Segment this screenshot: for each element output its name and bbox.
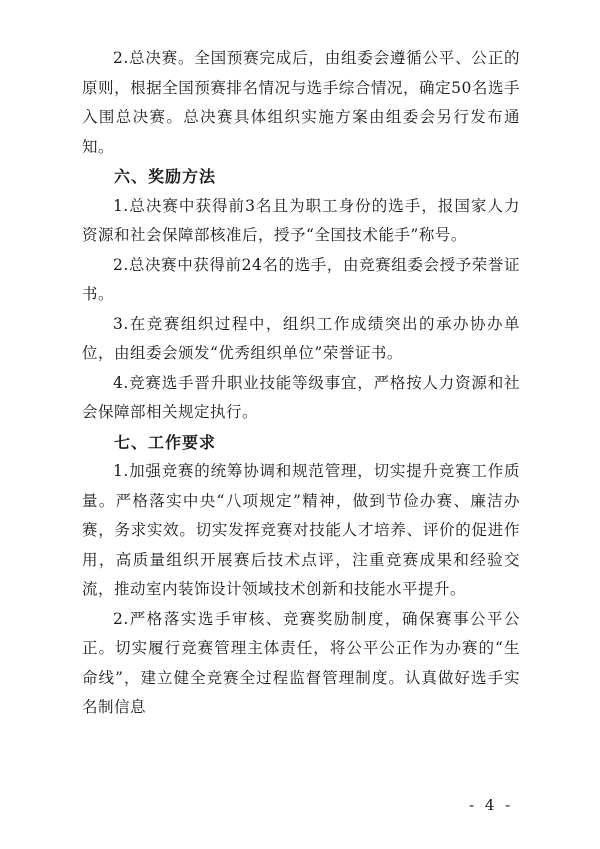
document-body [82,44,520,723]
section-heading-requirements: 七、工作要求 [114,432,217,452]
paragraph-reward-4: 4.竞赛选手晋升职业技能等级事宜，严格按人力资源和社会保障部相关规定执行。 [82,373,520,421]
paragraph-reward-3: 3.在竞赛组织过程中，组织工作成绩突出的承办协办单位，由组委会颁发“优秀组织单位”荣誉证书。 [82,314,520,362]
paragraph-requirement-2: 2.严格落实选手审核、竞赛奖励制度，确保赛事公平公正。切实履行竞赛管理主体责任，将公平公正作为办赛的“生命线”，建立健全竞赛全过程监督管理制度。认真做好选手实名制信息 [82,609,520,716]
page-number: - 4 - [469,796,514,814]
paragraph-reward-2: 2.总决赛中获得前24名的选手，由竞赛组委会授予荣誉证书。 [82,255,520,303]
paragraph-final-competition: 2.总决赛。全国预赛完成后，由组委会遵循公平、公正的原则，根据全国预赛排名情况与选手综合情况，确定50名选手入围总决赛。总决赛具体组织实施方案由组委会另行发布通知。 [82,49,520,156]
paragraph-requirement-1: 1.加强竞赛的统筹协调和规范管理，切实提升竞赛工作质量。严格落实中央“八项规定”精神，做到节俭办赛、廉洁办赛，务求实效。切实发挥竞赛对技能人才培养、评价的促进作用，高质量组织开展赛后技术点评，注重竞赛成果和经验交流，推动室内装饰设计领域技术创新和技能水平提升。 [82,462,520,598]
paragraph-reward-1: 1.总决赛中获得前3名且为职工身份的选手，报国家人力资源和社会保障部核准后，授予“全国技术能手”称号。 [82,196,520,244]
section-heading-rewards: 六、奖励方法 [114,167,217,186]
